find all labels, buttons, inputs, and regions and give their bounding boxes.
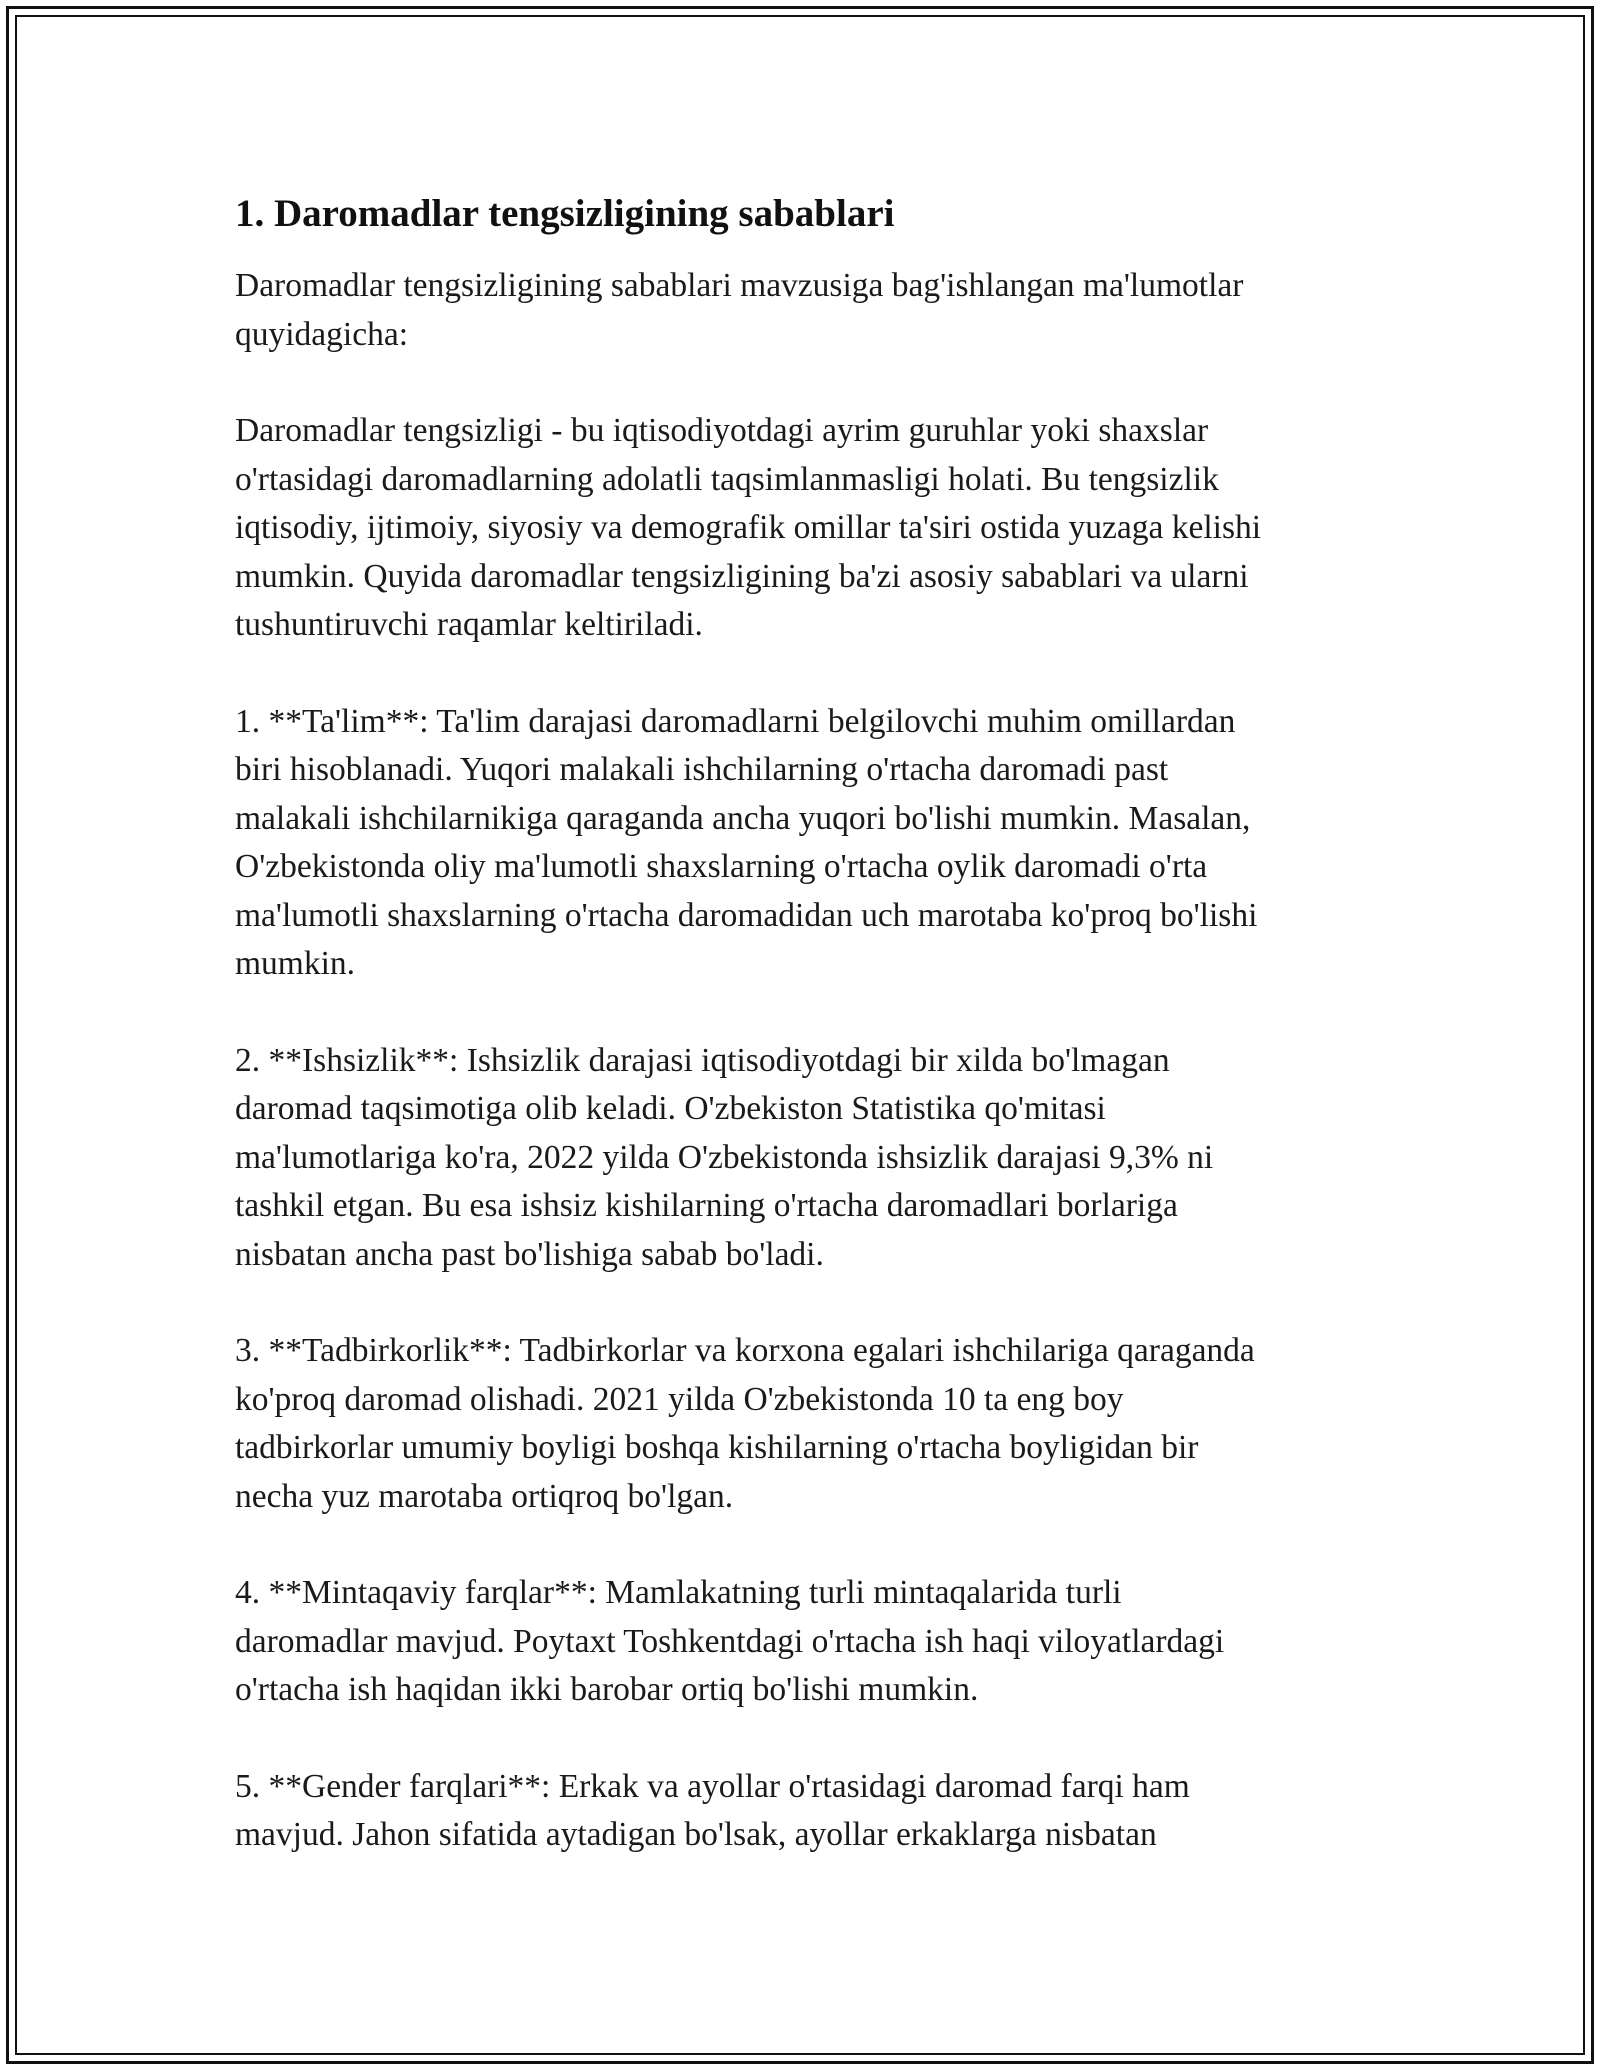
paragraph-line: ko'proq daromad olishadi. 2021 yilda O'zbekistonda 10 ta eng boy <box>235 1380 1124 1418</box>
paragraph-line: ma'lumotlariga ko'ra, 2022 yilda O'zbekistonda ishsizlik darajasi 9,3% ni <box>235 1138 1214 1176</box>
paragraph <box>235 1327 1375 1521</box>
paragraph-list <box>235 262 1375 1860</box>
paragraph-line: 1. **Ta'lim**: Ta'lim darajasi daromadlarni belgilovchi muhim omillardan <box>235 702 1236 740</box>
paragraph-line: 5. **Gender farqlari**: Erkak va ayollar o'rtasidagi daromad farqi ham <box>235 1767 1190 1805</box>
paragraph-line: o'rtasidagi daromadlarning adolatli taqsimlanmasligi holati. Bu tengsizlik <box>235 460 1219 498</box>
paragraph-line: tashkil etgan. Bu esa ishsiz kishilarning o'rtacha daromadlari borlariga <box>235 1187 1178 1224</box>
paragraph <box>235 1569 1375 1715</box>
paragraph <box>235 1037 1375 1280</box>
paragraph-line: tadbirkorlar umumiy boyligi boshqa kishilarning o'rtacha boyligidan bir <box>235 1429 1199 1466</box>
paragraph-line: iqtisodiy, ijtimoiy, siyosiy va demografik omillar ta'siri ostida yuzaga kelishi <box>235 509 1262 546</box>
paragraph-line: mumkin. <box>235 945 356 982</box>
paragraph-line: 2. **Ishsizlik**: Ishsizlik darajasi iqtisodiyotdagi bir xilda bo'lmagan <box>235 1041 1170 1079</box>
paragraph <box>235 1763 1375 1860</box>
paragraph-line: mavjud. Jahon sifatida aytadigan bo'lsak, ayollar erkaklarga nisbatan <box>235 1816 1157 1853</box>
paragraph-line: daromadlar mavjud. Poytaxt Toshkentdagi o'rtacha ish haqi viloyatlardagi <box>235 1622 1225 1660</box>
document-body <box>235 186 1375 1908</box>
section-heading: 1. Daromadlar tengsizligining sabablari <box>235 192 895 235</box>
paragraph-line: o'rtacha ish haqidan ikki barobar ortiq bo'lishi mumkin. <box>235 1671 979 1708</box>
paragraph <box>235 407 1375 650</box>
paragraph-line: biri hisoblanadi. Yuqori malakali ishchilarning o'rtacha daromadi past <box>235 751 1169 788</box>
paragraph <box>235 262 1375 359</box>
paragraph-line: quyidagicha: <box>235 315 409 353</box>
paragraph-line: O'zbekistonda oliy ma'lumotli shaxslarning o'rtacha oylik daromadi o'rta <box>235 848 1208 885</box>
paragraph-line: nisbatan ancha past bo'lishiga sabab bo'ladi. <box>235 1235 824 1273</box>
paragraph <box>235 698 1375 989</box>
paragraph-line: Daromadlar tengsizligining sabablari mavzusiga bag'ishlangan ma'lumotlar <box>235 267 1244 304</box>
paragraph-line: Daromadlar tengsizligi - bu iqtisodiyotdagi ayrim guruhlar yoki shaxslar <box>235 412 1209 449</box>
paragraph-line: tushuntiruvchi raqamlar keltiriladi. <box>235 606 703 643</box>
paragraph-line: mumkin. Quyida daromadlar tengsizligining ba'zi asosiy sabablari va ularni <box>235 557 1249 595</box>
paragraph-line: malakali ishchilarnikiga qaraganda ancha yuqori bo'lishi mumkin. Masalan, <box>235 799 1251 837</box>
paragraph-line: necha yuz marotaba ortiqroq bo'lgan. <box>235 1477 734 1515</box>
paragraph-line: 3. **Tadbirkorlik**: Tadbirkorlar va korxona egalari ishchilariga qaraganda <box>235 1332 1255 1369</box>
paragraph-line: ma'lumotli shaxslarning o'rtacha daromadidan uch marotaba ko'proq bo'lishi <box>235 896 1258 934</box>
paragraph-line: 4. **Mintaqaviy farqlar**: Mamlakatning turli mintaqalarida turli <box>235 1574 1122 1611</box>
paragraph-line: daromad taqsimotiga olib keladi. O'zbekiston Statistika qo'mitasi <box>235 1090 1106 1127</box>
